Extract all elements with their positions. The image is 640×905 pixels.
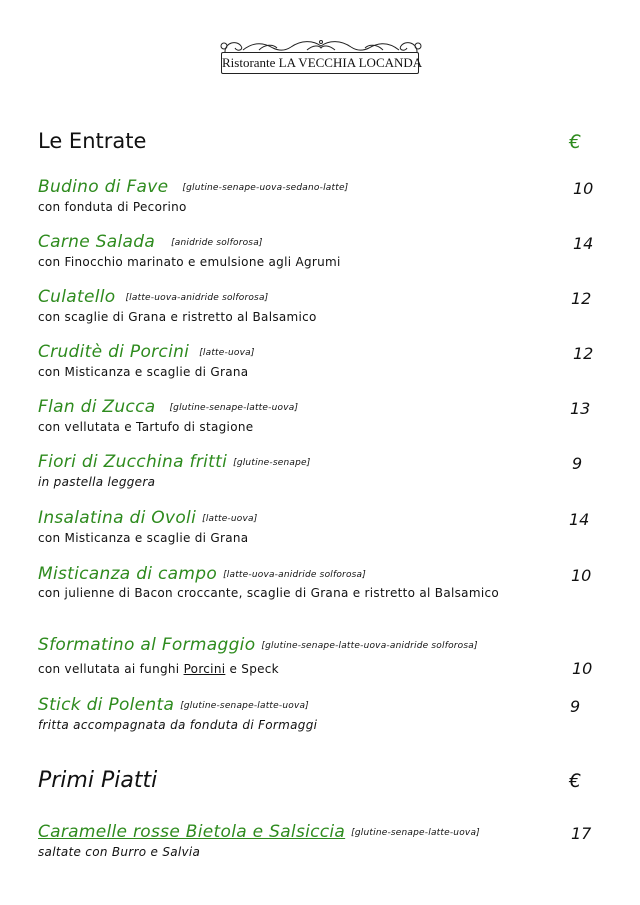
dish-name: Budino di Fave [38,177,169,197]
allergen-list: [glutine-senape-latte-uova] [351,828,480,838]
description-highlight: Porcini [183,662,226,676]
dish-title-row [38,287,268,307]
dish-description: con julienne di Bacon croccante, scaglie di Grana e ristretto al Balsamico [38,586,499,600]
dish-description: con Finocchio marinato e emulsione agli Agrumi [38,255,341,269]
currency-symbol: € [569,770,582,792]
dish-title-row [38,695,309,715]
dish-description: con vellutata e Tartufo di stagione [38,420,254,434]
dish-description: con fonduta di Pecorino [38,200,187,214]
allergen-list: [glutine-senape-latte-uova] [180,701,309,711]
dish-title-row [38,508,257,528]
restaurant-name: Ristorante LA VECCHIA LOCANDA [221,52,419,74]
dish-title-row [38,452,310,472]
dish-title-row [38,822,480,842]
dish-description [38,662,279,676]
dish-price: 9 [570,697,581,716]
dish-description: con Misticanza e scaglie di Grana [38,531,249,545]
dish-name: Flan di Zucca [38,397,156,417]
dish-price: 17 [571,824,592,843]
allergen-list: [latte-uova-anidride solforosa] [223,570,366,580]
currency-symbol: € [569,131,582,153]
allergen-list: [anidride solforosa] [171,238,263,248]
dish-name: Caramelle rosse Bietola e Salsiccia [38,822,346,842]
dish-price: 12 [573,344,594,363]
dish-description: con scaglie di Grana e ristretto al Balsamico [38,310,317,324]
description-text: e Speck [225,662,279,676]
allergen-list: [glutine-senape-uova-sedano-latte] [182,183,349,193]
section-title-primi: Primi Piatti [38,768,158,793]
dish-title-row [38,397,298,417]
dish-price: 13 [570,399,591,418]
dish-title-row [38,564,366,584]
dish-title-row [38,342,255,362]
dish-name: Misticanza di campo [38,564,218,584]
allergen-list: [latte-uova] [202,514,258,524]
allergen-list: [glutine-senape-latte-uova-anidride solforosa] [261,641,478,651]
dish-name: Carne Salada [38,232,156,252]
allergen-list: [latte-uova-anidride solforosa] [125,293,269,303]
dish-description: fritta accompagnata da fonduta di Formaggi [38,718,318,732]
dish-name: Sformatino al Formaggio [38,635,256,655]
dish-price: 10 [573,179,594,198]
dish-title-row [38,232,263,252]
dish-description: saltate con Burro e Salvia [38,845,201,859]
dish-name: Fiori di Zucchina fritti [38,452,228,472]
dish-price: 9 [572,454,583,473]
dish-description: in pastella leggera [38,475,156,489]
dish-price: 10 [572,659,593,678]
description-text: con vellutata ai funghi [38,662,184,676]
dish-name: Insalatina di Ovoli [38,508,197,528]
allergen-list: [glutine-senape-latte-uova] [169,403,299,413]
dish-title-row [38,177,348,197]
section-title-entrate: Le Entrate [38,129,147,153]
dish-description: con Misticanza e scaglie di Grana [38,365,249,379]
dish-price: 14 [573,234,594,253]
dish-name: Culatello [38,287,116,307]
dish-price: 14 [569,510,590,529]
dish-name: Cruditè di Porcini [38,342,190,362]
dish-price: 10 [571,566,592,585]
allergen-list: [glutine-senape] [233,458,311,468]
dish-price: 12 [571,289,592,308]
allergen-list: [latte-uova] [199,348,255,358]
dish-title-row [38,635,478,655]
restaurant-logo [219,38,423,78]
dish-name: Stick di Polenta [38,695,175,715]
